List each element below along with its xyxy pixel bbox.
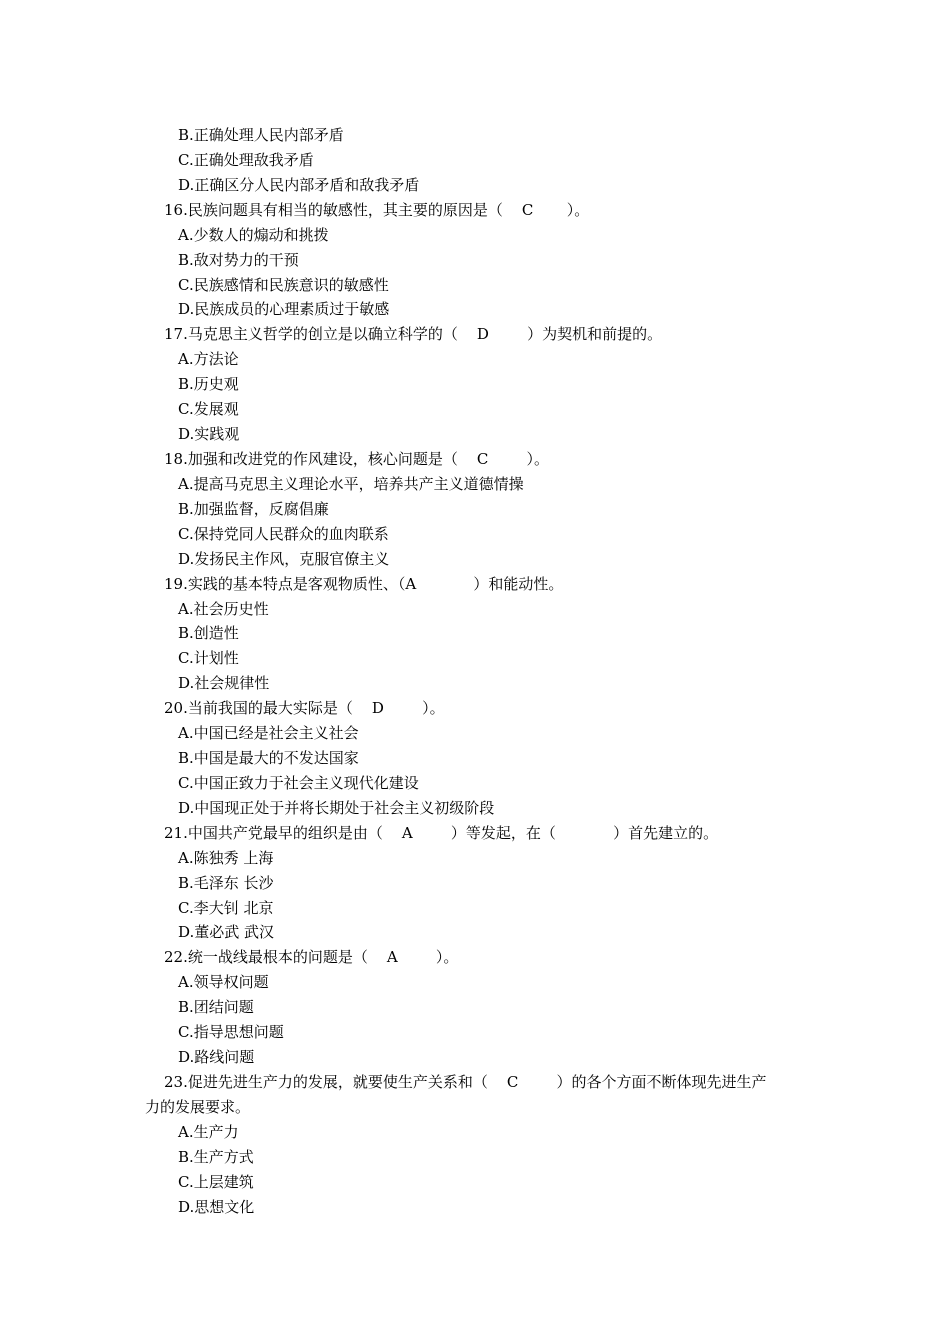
option-line: A.方法论	[178, 350, 239, 369]
question-line: 22.统一战线最根本的问题是（ A ）。	[164, 948, 459, 967]
option-line: A.社会历史性	[178, 599, 269, 618]
question-line: 20.当前我国的最大实际是（ D ）。	[164, 699, 445, 718]
question-line: 19.实践的基本特点是客观物质性、（A ）和能动性。	[164, 574, 564, 593]
option-line: C.计划性	[178, 649, 239, 668]
option-line: D.社会规律性	[178, 674, 270, 693]
option-line: A.领导权问题	[178, 973, 269, 992]
question-line: 23.促进先进生产力的发展，就要使生产关系和（ C ）的各个方面不断体现先进生产	[164, 1073, 767, 1091]
option-line: D.正确区分人民内部矛盾和敌我矛盾	[178, 175, 420, 194]
option-line: D.路线问题	[178, 1048, 255, 1066]
option-line: B.团结问题	[178, 998, 254, 1017]
option-line: D.发扬民主作风，克服官僚主义	[178, 549, 390, 568]
option-line: B.生产方式	[178, 1147, 254, 1166]
question-line: 21.中国共产党最早的组织是由（ A ）等发起，在（ ）首先建立的。	[164, 823, 719, 842]
option-line: C.保持党同人民群众的血肉联系	[178, 524, 389, 543]
option-line: D.董必武 武汉	[178, 923, 275, 942]
option-line: B.创造性	[178, 624, 239, 643]
question-continuation-line: 力的发展要求。	[145, 1097, 251, 1116]
option-line: B.中国是最大的不发达国家	[178, 749, 359, 767]
option-line: C.发展观	[178, 400, 239, 419]
option-line: A.提高马克思主义理论水平，培养共产主义道德情操	[178, 474, 524, 493]
question-line: 18.加强和改进党的作风建设，核心问题是（ C ）。	[164, 450, 550, 468]
option-line: D.民族成员的心理素质过于敏感	[178, 300, 390, 319]
option-line: C.李大钊 北京	[178, 898, 274, 917]
option-line: A.中国已经是社会主义社会	[178, 724, 359, 743]
option-line: A.陈独秀 上海	[178, 848, 274, 867]
option-line: C.指导思想问题	[178, 1023, 284, 1042]
option-line: B.历史观	[178, 375, 239, 394]
question-line: 16.民族问题具有相当的敏感性，其主要的原因是（ C ）。	[164, 200, 590, 219]
option-line: C.民族感情和民族意识的敏感性	[178, 275, 389, 294]
option-line: C.上层建筑	[178, 1172, 254, 1191]
option-line: A.生产力	[178, 1122, 239, 1141]
option-line: B.正确处理人民内部矛盾	[178, 126, 344, 144]
option-line: B.加强监督，反腐倡廉	[178, 499, 329, 518]
option-line: C.中国正致力于社会主义现代化建设	[178, 773, 419, 792]
option-line: B.毛泽东 长沙	[178, 873, 274, 892]
question-line: 17.马克思主义哲学的创立是以确立科学的（ D ）为契机和前提的。	[164, 325, 663, 344]
option-line: A.少数人的煽动和挑拨	[178, 225, 329, 244]
option-line: C.正确处理敌我矛盾	[178, 150, 314, 169]
option-line: D.中国现正处于并将长期处于社会主义初级阶段	[178, 798, 495, 817]
option-line: D.实践观	[178, 425, 240, 443]
option-line: B.敌对势力的干预	[178, 250, 299, 269]
option-line: D.思想文化	[178, 1197, 255, 1216]
